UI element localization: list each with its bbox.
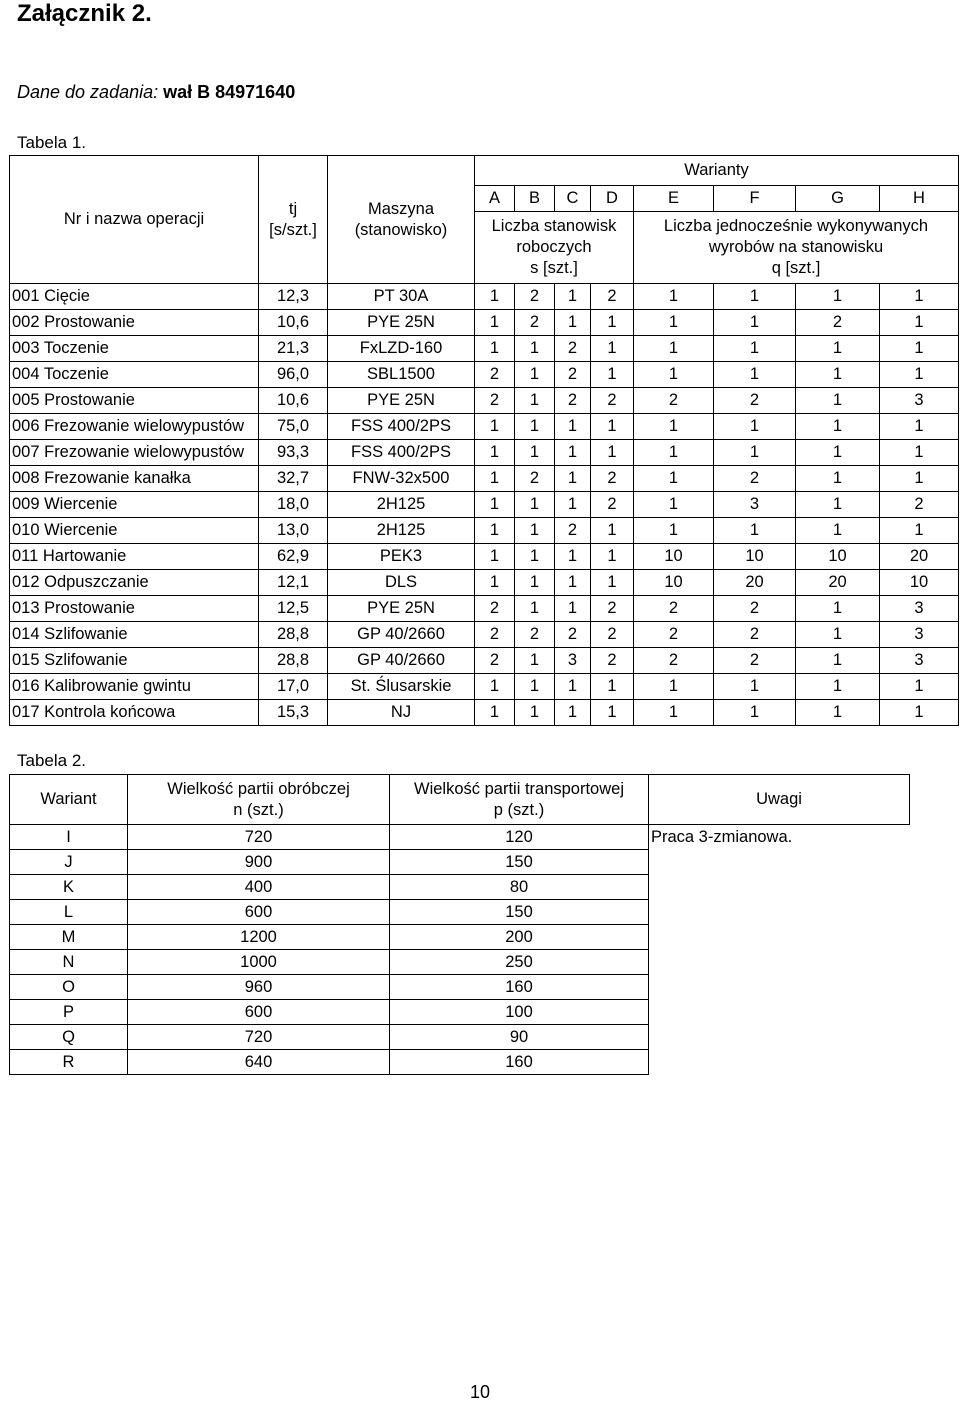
tj-cell: 18,0 bbox=[259, 492, 328, 518]
variant-value-cell: 1 bbox=[591, 440, 634, 466]
variant-value-cell: 1 bbox=[880, 440, 959, 466]
variant-value-cell: 1 bbox=[880, 700, 959, 726]
tj-cell: 75,0 bbox=[259, 414, 328, 440]
machine-cell: PEK3 bbox=[328, 544, 475, 570]
operation-name-cell: 014 Szlifowanie bbox=[10, 622, 259, 648]
variant-value-cell: 1 bbox=[515, 518, 555, 544]
operation-name-cell: 010 Wiercenie bbox=[10, 518, 259, 544]
variant-value-cell: 2 bbox=[555, 362, 591, 388]
variant-value-cell: 1 bbox=[475, 440, 515, 466]
variant-value-cell: 1 bbox=[714, 518, 796, 544]
table-row bbox=[10, 544, 959, 570]
machine-cell: NJ bbox=[328, 700, 475, 726]
transport-size-cell: 200 bbox=[390, 925, 649, 950]
operations-table bbox=[9, 155, 959, 726]
variant-value-cell: 1 bbox=[475, 310, 515, 336]
table-row bbox=[10, 925, 910, 950]
operation-name-cell: 007 Frezowanie wielowypustów bbox=[10, 440, 259, 466]
variant-value-cell: 1 bbox=[475, 700, 515, 726]
operation-name-cell: 002 Prostowanie bbox=[10, 310, 259, 336]
header-operation: Nr i nazwa operacji bbox=[10, 156, 259, 284]
header-simultaneous bbox=[634, 212, 959, 284]
machine-cell: FSS 400/2PS bbox=[328, 440, 475, 466]
tj-cell: 15,3 bbox=[259, 700, 328, 726]
variant-value-cell: 2 bbox=[714, 388, 796, 414]
variant-value-cell: 2 bbox=[515, 466, 555, 492]
tj-cell: 28,8 bbox=[259, 622, 328, 648]
variant-letter: D bbox=[591, 186, 634, 212]
variant-value-cell: 1 bbox=[714, 440, 796, 466]
header-tj-top: tj bbox=[288, 199, 298, 218]
table-row bbox=[10, 1025, 910, 1050]
tj-cell: 12,3 bbox=[259, 284, 328, 310]
notes-cell bbox=[649, 1050, 910, 1075]
variant-value-cell: 1 bbox=[796, 596, 880, 622]
variant-value-cell: 1 bbox=[880, 518, 959, 544]
table-row bbox=[10, 336, 959, 362]
variant-value-cell: 2 bbox=[591, 648, 634, 674]
transport-size-cell: 80 bbox=[390, 875, 649, 900]
variant-value-cell: 1 bbox=[634, 336, 714, 362]
variant-letter: H bbox=[880, 186, 959, 212]
machine-cell: PYE 25N bbox=[328, 310, 475, 336]
variant-value-cell: 10 bbox=[796, 544, 880, 570]
variant-value-cell: 1 bbox=[634, 466, 714, 492]
header-stations-1: Liczba stanowisk bbox=[491, 217, 617, 235]
machine-cell: SBL1500 bbox=[328, 362, 475, 388]
variant-value-cell: 1 bbox=[475, 284, 515, 310]
page-title: Załącznik 2. bbox=[17, 0, 152, 27]
variant-value-cell: 1 bbox=[555, 544, 591, 570]
variant-value-cell: 2 bbox=[515, 284, 555, 310]
variant-value-cell: 2 bbox=[634, 388, 714, 414]
batch-size-cell: 600 bbox=[128, 1000, 390, 1025]
variant-value-cell: 1 bbox=[796, 362, 880, 388]
variant-value-cell: 1 bbox=[515, 414, 555, 440]
variant-value-cell: 1 bbox=[796, 388, 880, 414]
header-batch-size bbox=[128, 775, 390, 825]
header-variant: Wariant bbox=[10, 775, 128, 825]
header-simultaneous-1: Liczba jednocześnie wykonywanych bbox=[663, 217, 929, 235]
table-row bbox=[10, 1050, 910, 1075]
variant-letter: G bbox=[796, 186, 880, 212]
task-subtitle bbox=[17, 82, 295, 103]
variant-value-cell: 1 bbox=[515, 700, 555, 726]
tj-cell: 93,3 bbox=[259, 440, 328, 466]
batch-size-cell: 400 bbox=[128, 875, 390, 900]
variant-value-cell: 1 bbox=[475, 466, 515, 492]
transport-size-cell: 150 bbox=[390, 900, 649, 925]
table1-caption: Tabela 1. bbox=[17, 133, 86, 152]
machine-cell: GP 40/2660 bbox=[328, 622, 475, 648]
variant-value-cell: 1 bbox=[714, 362, 796, 388]
operation-name-cell: 012 Odpuszczanie bbox=[10, 570, 259, 596]
variant-value-cell: 2 bbox=[475, 388, 515, 414]
variant-value-cell: 1 bbox=[880, 674, 959, 700]
table-row bbox=[10, 388, 959, 414]
machine-cell: PYE 25N bbox=[328, 596, 475, 622]
notes-cell bbox=[649, 1025, 910, 1050]
header-transport-size-1: Wielkość partii transportowej bbox=[414, 779, 624, 798]
variant-value-cell: 2 bbox=[475, 362, 515, 388]
table-row bbox=[10, 900, 910, 925]
operation-name-cell: 001 Cięcie bbox=[10, 284, 259, 310]
table-row bbox=[10, 440, 959, 466]
batch-size-cell: 1000 bbox=[128, 950, 390, 975]
header-transport-size bbox=[390, 775, 649, 825]
machine-cell: 2H125 bbox=[328, 518, 475, 544]
variant-value-cell: 10 bbox=[880, 570, 959, 596]
variant-value-cell: 1 bbox=[796, 622, 880, 648]
variant-value-cell: 2 bbox=[555, 336, 591, 362]
batch-size-cell: 640 bbox=[128, 1050, 390, 1075]
transport-size-cell: 90 bbox=[390, 1025, 649, 1050]
variant-value-cell: 1 bbox=[634, 518, 714, 544]
machine-cell: PT 30A bbox=[328, 284, 475, 310]
variant-value-cell: 2 bbox=[555, 622, 591, 648]
variant-value-cell: 2 bbox=[714, 466, 796, 492]
operation-name-cell: 004 Toczenie bbox=[10, 362, 259, 388]
variant-cell: L bbox=[10, 900, 128, 925]
header-machine bbox=[328, 156, 475, 284]
page-number: 10 bbox=[469, 1382, 491, 1402]
operations-table-body bbox=[10, 284, 959, 726]
operation-name-cell: 008 Frezowanie kanałka bbox=[10, 466, 259, 492]
variant-value-cell: 1 bbox=[796, 492, 880, 518]
header-tj-unit: [s/szt.] bbox=[269, 220, 317, 239]
machine-cell: FxLZD-160 bbox=[328, 336, 475, 362]
tj-cell: 96,0 bbox=[259, 362, 328, 388]
variant-value-cell: 1 bbox=[515, 362, 555, 388]
transport-size-cell: 120 bbox=[390, 825, 649, 850]
table-row bbox=[10, 700, 959, 726]
variant-value-cell: 1 bbox=[714, 284, 796, 310]
table-row bbox=[10, 622, 959, 648]
batch-size-cell: 960 bbox=[128, 975, 390, 1000]
variant-cell: I bbox=[10, 825, 128, 850]
variant-value-cell: 1 bbox=[475, 336, 515, 362]
table-row bbox=[10, 1000, 910, 1025]
table-row bbox=[10, 825, 910, 850]
table-row bbox=[10, 648, 959, 674]
variant-value-cell: 1 bbox=[591, 544, 634, 570]
transport-size-cell: 160 bbox=[390, 975, 649, 1000]
variant-value-cell: 2 bbox=[591, 466, 634, 492]
transport-size-cell: 150 bbox=[390, 850, 649, 875]
variant-value-cell: 1 bbox=[475, 414, 515, 440]
variant-value-cell: 20 bbox=[796, 570, 880, 596]
table-row bbox=[10, 850, 910, 875]
machine-cell: 2H125 bbox=[328, 492, 475, 518]
variant-value-cell: 2 bbox=[714, 648, 796, 674]
variant-value-cell: 1 bbox=[880, 414, 959, 440]
variant-cell: P bbox=[10, 1000, 128, 1025]
variant-value-cell: 1 bbox=[555, 310, 591, 336]
variant-value-cell: 1 bbox=[796, 518, 880, 544]
operation-name-cell: 003 Toczenie bbox=[10, 336, 259, 362]
variant-value-cell: 1 bbox=[515, 570, 555, 596]
variant-value-cell: 1 bbox=[555, 440, 591, 466]
variant-value-cell: 1 bbox=[796, 466, 880, 492]
header-notes: Uwagi bbox=[649, 775, 910, 825]
variant-value-cell: 1 bbox=[591, 310, 634, 336]
variant-value-cell: 1 bbox=[515, 388, 555, 414]
variant-value-cell: 1 bbox=[634, 362, 714, 388]
variant-value-cell: 1 bbox=[555, 414, 591, 440]
operation-name-cell: 005 Prostowanie bbox=[10, 388, 259, 414]
variant-value-cell: 2 bbox=[880, 492, 959, 518]
notes-cell: Praca 3-zmianowa. bbox=[651, 827, 793, 846]
variant-value-cell: 1 bbox=[475, 492, 515, 518]
machine-cell: FSS 400/2PS bbox=[328, 414, 475, 440]
variants-table-body bbox=[10, 825, 910, 1075]
header-batch-size-2: n (szt.) bbox=[233, 800, 284, 819]
variant-value-cell: 1 bbox=[796, 414, 880, 440]
operation-name-cell: 011 Hartowanie bbox=[10, 544, 259, 570]
operation-name-cell: 017 Kontrola końcowa bbox=[10, 700, 259, 726]
variant-value-cell: 1 bbox=[714, 310, 796, 336]
machine-cell: GP 40/2660 bbox=[328, 648, 475, 674]
header-simultaneous-3: q [szt.] bbox=[771, 259, 821, 277]
table-row bbox=[10, 950, 910, 975]
tj-cell: 12,1 bbox=[259, 570, 328, 596]
subtitle-prefix: Dane do zadania: bbox=[17, 82, 164, 102]
tj-cell: 12,5 bbox=[259, 596, 328, 622]
variant-letter: F bbox=[714, 186, 796, 212]
operation-name-cell: 006 Frezowanie wielowypustów bbox=[10, 414, 259, 440]
variant-value-cell: 2 bbox=[515, 622, 555, 648]
header-stations-2: roboczych bbox=[516, 238, 592, 256]
variant-letter: B bbox=[515, 186, 555, 212]
variant-value-cell: 2 bbox=[634, 648, 714, 674]
variant-value-cell: 1 bbox=[880, 336, 959, 362]
variant-value-cell: 1 bbox=[555, 596, 591, 622]
notes-cell bbox=[649, 875, 910, 900]
variant-value-cell: 1 bbox=[555, 700, 591, 726]
variant-value-cell: 1 bbox=[796, 648, 880, 674]
transport-size-cell: 160 bbox=[390, 1050, 649, 1075]
subtitle-value: wał B 84971640 bbox=[163, 82, 296, 102]
variant-value-cell: 3 bbox=[555, 648, 591, 674]
table-row bbox=[10, 875, 910, 900]
variant-cell: J bbox=[10, 850, 128, 875]
variant-letter: A bbox=[475, 186, 515, 212]
batch-size-cell: 720 bbox=[128, 825, 390, 850]
variant-value-cell: 2 bbox=[634, 596, 714, 622]
machine-cell: St. Ślusarskie bbox=[328, 674, 475, 700]
variant-value-cell: 2 bbox=[591, 622, 634, 648]
variant-value-cell: 1 bbox=[634, 414, 714, 440]
table-row bbox=[10, 596, 959, 622]
variant-value-cell: 1 bbox=[475, 544, 515, 570]
header-stations-3: s [szt.] bbox=[530, 259, 578, 277]
variant-value-cell: 1 bbox=[515, 492, 555, 518]
variant-cell: N bbox=[10, 950, 128, 975]
notes-cell bbox=[649, 975, 910, 1000]
variant-value-cell: 2 bbox=[714, 622, 796, 648]
table-row bbox=[10, 570, 959, 596]
variant-value-cell: 1 bbox=[555, 674, 591, 700]
variant-cell: Q bbox=[10, 1025, 128, 1050]
variant-value-cell: 1 bbox=[634, 674, 714, 700]
tj-cell: 17,0 bbox=[259, 674, 328, 700]
header-transport-size-2: p (szt.) bbox=[493, 800, 545, 819]
variant-value-cell: 2 bbox=[475, 648, 515, 674]
machine-cell: DLS bbox=[328, 570, 475, 596]
variant-value-cell: 2 bbox=[714, 596, 796, 622]
variant-value-cell: 1 bbox=[475, 518, 515, 544]
variant-value-cell: 1 bbox=[796, 700, 880, 726]
variant-value-cell: 1 bbox=[555, 492, 591, 518]
variant-value-cell: 1 bbox=[634, 284, 714, 310]
batch-size-cell: 720 bbox=[128, 1025, 390, 1050]
header-machine-top: Maszyna bbox=[367, 199, 435, 218]
tj-cell: 13,0 bbox=[259, 518, 328, 544]
header-simultaneous-2: wyrobów na stanowisku bbox=[708, 238, 884, 256]
table-row bbox=[10, 492, 959, 518]
tj-cell: 32,7 bbox=[259, 466, 328, 492]
variant-value-cell: 1 bbox=[515, 674, 555, 700]
table-row bbox=[10, 674, 959, 700]
machine-cell: FNW-32x500 bbox=[328, 466, 475, 492]
transport-size-cell: 100 bbox=[390, 1000, 649, 1025]
table-row bbox=[10, 518, 959, 544]
operation-name-cell: 009 Wiercenie bbox=[10, 492, 259, 518]
table-row bbox=[10, 284, 959, 310]
variant-value-cell: 3 bbox=[880, 388, 959, 414]
variant-cell: M bbox=[10, 925, 128, 950]
tj-cell: 21,3 bbox=[259, 336, 328, 362]
variant-value-cell: 1 bbox=[880, 362, 959, 388]
variant-letter: E bbox=[634, 186, 714, 212]
variant-value-cell: 2 bbox=[634, 622, 714, 648]
variant-value-cell: 1 bbox=[475, 674, 515, 700]
variant-value-cell: 1 bbox=[591, 414, 634, 440]
variant-value-cell: 1 bbox=[591, 570, 634, 596]
variant-value-cell: 20 bbox=[880, 544, 959, 570]
variant-value-cell: 1 bbox=[515, 544, 555, 570]
variant-value-cell: 1 bbox=[591, 674, 634, 700]
variant-value-cell: 2 bbox=[591, 388, 634, 414]
variant-value-cell: 2 bbox=[515, 310, 555, 336]
variant-value-cell: 10 bbox=[634, 544, 714, 570]
variant-value-cell: 2 bbox=[591, 492, 634, 518]
variant-value-cell: 1 bbox=[515, 336, 555, 362]
header-stations bbox=[475, 212, 634, 284]
table-row bbox=[10, 414, 959, 440]
batch-size-cell: 600 bbox=[128, 900, 390, 925]
variant-value-cell: 2 bbox=[591, 284, 634, 310]
transport-size-cell: 250 bbox=[390, 950, 649, 975]
variant-value-cell: 1 bbox=[591, 518, 634, 544]
tj-cell: 28,8 bbox=[259, 648, 328, 674]
batch-size-cell: 900 bbox=[128, 850, 390, 875]
header-variants: Warianty bbox=[475, 156, 959, 186]
variant-value-cell: 2 bbox=[555, 388, 591, 414]
variant-letter: C bbox=[555, 186, 591, 212]
variant-value-cell: 1 bbox=[515, 648, 555, 674]
operation-name-cell: 015 Szlifowanie bbox=[10, 648, 259, 674]
notes-cell bbox=[649, 900, 910, 925]
variant-value-cell: 1 bbox=[796, 336, 880, 362]
variant-value-cell: 1 bbox=[796, 284, 880, 310]
table-row bbox=[10, 362, 959, 388]
variant-value-cell: 1 bbox=[591, 362, 634, 388]
batch-size-cell: 1200 bbox=[128, 925, 390, 950]
tj-cell: 10,6 bbox=[259, 388, 328, 414]
table-row bbox=[10, 466, 959, 492]
notes-cell bbox=[649, 850, 910, 875]
machine-cell: PYE 25N bbox=[328, 388, 475, 414]
header-tj bbox=[259, 156, 328, 284]
variant-value-cell: 2 bbox=[555, 518, 591, 544]
variant-value-cell: 1 bbox=[515, 596, 555, 622]
variant-value-cell: 20 bbox=[714, 570, 796, 596]
variant-cell: R bbox=[10, 1050, 128, 1075]
variant-cell: K bbox=[10, 875, 128, 900]
variant-value-cell: 1 bbox=[796, 440, 880, 466]
variant-value-cell: 2 bbox=[591, 596, 634, 622]
variant-value-cell: 2 bbox=[475, 622, 515, 648]
operation-name-cell: 016 Kalibrowanie gwintu bbox=[10, 674, 259, 700]
variant-value-cell: 10 bbox=[634, 570, 714, 596]
operation-name-cell: 013 Prostowanie bbox=[10, 596, 259, 622]
variant-value-cell: 1 bbox=[880, 466, 959, 492]
variant-value-cell: 1 bbox=[591, 336, 634, 362]
variant-value-cell: 1 bbox=[555, 466, 591, 492]
table-row bbox=[10, 975, 910, 1000]
variant-value-cell: 1 bbox=[634, 440, 714, 466]
variant-value-cell: 1 bbox=[634, 700, 714, 726]
variant-value-cell: 1 bbox=[555, 570, 591, 596]
variant-value-cell: 1 bbox=[475, 570, 515, 596]
variant-cell: O bbox=[10, 975, 128, 1000]
header-batch-size-1: Wielkość partii obróbczej bbox=[167, 779, 350, 798]
variant-value-cell: 1 bbox=[714, 674, 796, 700]
tj-cell: 10,6 bbox=[259, 310, 328, 336]
table2-caption: Tabela 2. bbox=[17, 751, 86, 770]
notes-cell bbox=[649, 1000, 910, 1025]
variant-value-cell: 1 bbox=[714, 700, 796, 726]
variant-value-cell: 2 bbox=[796, 310, 880, 336]
variant-value-cell: 1 bbox=[634, 310, 714, 336]
variant-value-cell: 3 bbox=[880, 596, 959, 622]
tj-cell: 62,9 bbox=[259, 544, 328, 570]
variant-value-cell: 3 bbox=[880, 648, 959, 674]
variant-value-cell: 1 bbox=[714, 414, 796, 440]
variant-value-cell: 1 bbox=[515, 440, 555, 466]
variant-value-cell: 1 bbox=[634, 492, 714, 518]
variant-value-cell: 3 bbox=[880, 622, 959, 648]
header-machine-sub: (stanowisko) bbox=[354, 220, 448, 239]
variant-value-cell: 10 bbox=[714, 544, 796, 570]
variant-value-cell: 1 bbox=[714, 336, 796, 362]
variants-table bbox=[9, 774, 910, 1075]
variant-value-cell: 1 bbox=[880, 310, 959, 336]
notes-cell bbox=[649, 925, 910, 950]
variant-value-cell: 1 bbox=[555, 284, 591, 310]
variant-value-cell: 1 bbox=[591, 700, 634, 726]
variant-value-cell: 3 bbox=[714, 492, 796, 518]
table-row bbox=[10, 310, 959, 336]
notes-cell bbox=[649, 950, 910, 975]
variant-value-cell: 2 bbox=[475, 596, 515, 622]
variant-value-cell: 1 bbox=[796, 674, 880, 700]
variant-value-cell: 1 bbox=[880, 284, 959, 310]
